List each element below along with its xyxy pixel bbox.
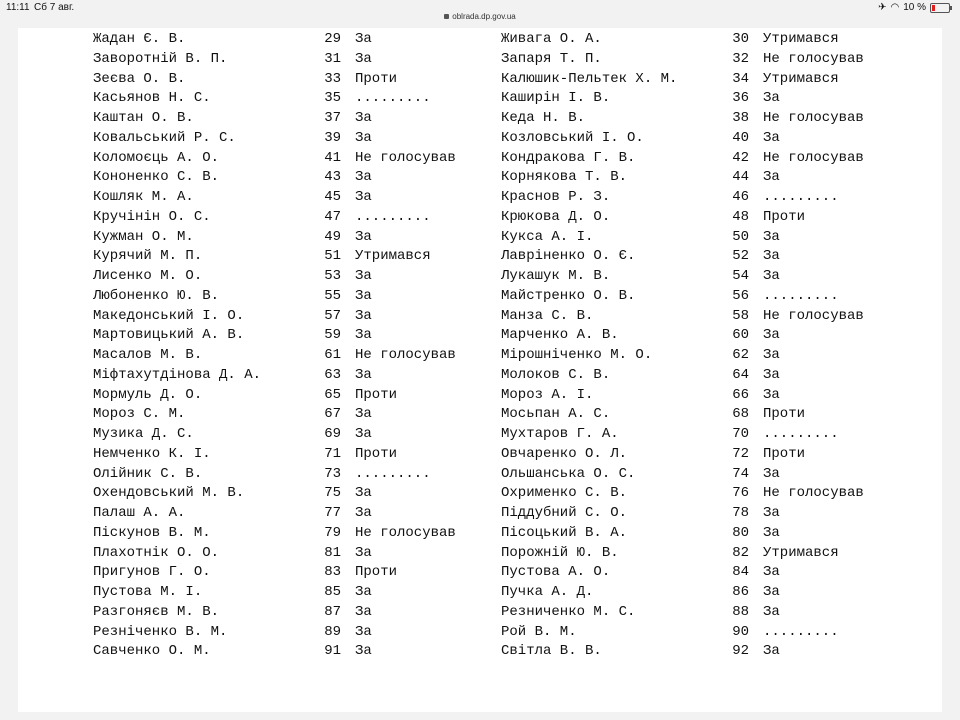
right-vote-column [501, 30, 921, 662]
vote-row [501, 386, 921, 406]
vote-row [93, 563, 513, 583]
deputy-number: 81 [324, 544, 341, 561]
deputy-number: 70 [732, 426, 749, 442]
deputy-number: 85 [324, 584, 341, 600]
vote-result: За [763, 643, 780, 660]
vote-result: ......... [763, 189, 839, 205]
deputy-name: Міфтахутдінова Д. А. [93, 366, 262, 383]
vote-result: ......... [355, 90, 431, 107]
deputy-name: Резніченко В. М. [93, 623, 228, 640]
deputy-number: 54 [732, 268, 749, 284]
vote-result: За [355, 426, 372, 442]
vote-row [93, 267, 513, 287]
vote-result: За [355, 505, 372, 521]
deputy-name: Плахотнік О. О. [93, 544, 220, 561]
vote-result: Не голосував [355, 524, 456, 541]
vote-row [501, 642, 921, 662]
deputy-name: Каштан О. В. [93, 110, 194, 126]
vote-row [93, 524, 513, 544]
vote-result: Не голосував [763, 307, 864, 324]
deputy-number: 69 [324, 426, 341, 442]
deputy-number: 90 [732, 623, 749, 640]
vote-row [501, 129, 921, 149]
vote-result: За [763, 327, 780, 344]
vote-result: ......... [355, 208, 431, 225]
url-text: oblrada.dp.gov.ua [452, 12, 516, 21]
deputy-name: Живага О. А. [501, 31, 602, 47]
vote-row [501, 405, 921, 425]
vote-result: За [763, 603, 780, 620]
deputy-number: 37 [324, 110, 341, 126]
deputy-name: Жадан Є. В. [93, 31, 186, 47]
vote-row [501, 188, 921, 208]
deputy-name: Ольшанська О. С. [501, 465, 636, 482]
vote-row [93, 504, 513, 524]
deputy-name: Ковальський Р. С. [93, 129, 236, 146]
deputy-name: Овчаренко О. Л. [501, 445, 628, 462]
deputy-name: Пісоцький В. А. [501, 524, 628, 541]
vote-row [501, 267, 921, 287]
status-time: 11:11 [6, 2, 30, 13]
vote-row [93, 287, 513, 307]
deputy-number: 51 [324, 248, 341, 265]
vote-row [93, 603, 513, 623]
deputy-name: Разгоняєв М. В. [93, 603, 220, 620]
deputy-number: 79 [324, 524, 341, 541]
vote-result: За [355, 169, 372, 186]
vote-row [93, 484, 513, 504]
deputy-name: Мухтаров Г. А. [501, 426, 619, 442]
vote-row [93, 109, 513, 129]
deputy-number: 71 [324, 445, 341, 462]
deputy-number: 82 [732, 544, 749, 561]
vote-result: За [355, 643, 372, 660]
deputy-name: Піддубний С. О. [501, 505, 628, 521]
deputy-name: Світла В. В. [501, 643, 602, 660]
deputy-number: 50 [732, 228, 749, 245]
deputy-name: Курячий М. П. [93, 248, 203, 265]
deputy-name: Лавріненко О. Є. [501, 248, 636, 265]
deputy-number: 84 [732, 564, 749, 581]
vote-row [93, 70, 513, 90]
vote-row [93, 346, 513, 366]
deputy-number: 46 [732, 189, 749, 205]
deputy-name: Мормуль Д. О. [93, 386, 203, 403]
vote-result: За [763, 347, 780, 363]
deputy-number: 49 [324, 228, 341, 245]
vote-row [501, 247, 921, 267]
vote-row [501, 326, 921, 346]
vote-result: Утримався [355, 248, 431, 265]
wifi-icon: ◠ [890, 2, 900, 13]
vote-row [501, 307, 921, 327]
vote-result: За [763, 524, 780, 541]
deputy-name: Молоков С. В. [501, 366, 611, 383]
deputy-name: Калюшик-Пельтек Х. М. [501, 70, 678, 87]
vote-result: За [355, 544, 372, 561]
vote-result: За [763, 268, 780, 284]
deputy-number: 32 [732, 50, 749, 67]
vote-row [501, 583, 921, 603]
vote-row [501, 109, 921, 129]
vote-row [501, 465, 921, 485]
deputy-number: 53 [324, 268, 341, 284]
deputy-name: Козловський І. О. [501, 129, 644, 146]
vote-row [501, 603, 921, 623]
deputy-number: 36 [732, 90, 749, 107]
deputy-name: Порожній Ю. В. [501, 544, 619, 561]
lock-icon [444, 14, 449, 19]
vote-result: За [763, 465, 780, 482]
deputy-number: 72 [732, 445, 749, 462]
vote-row [501, 524, 921, 544]
deputy-number: 41 [324, 149, 341, 166]
vote-row [501, 563, 921, 583]
deputy-number: 40 [732, 129, 749, 146]
deputy-name: Корнякова Т. В. [501, 169, 628, 186]
deputy-number: 73 [324, 465, 341, 482]
vote-result: За [355, 129, 372, 146]
vote-result: За [355, 366, 372, 383]
deputy-number: 35 [324, 90, 341, 107]
deputy-number: 77 [324, 505, 341, 521]
vote-result: За [763, 505, 780, 521]
vote-result: За [355, 50, 372, 67]
vote-result: За [355, 485, 372, 502]
deputy-name: Лисенко М. О. [93, 268, 203, 284]
deputy-number: 83 [324, 564, 341, 581]
vote-result: За [355, 327, 372, 344]
deputy-name: Зеєва О. В. [93, 70, 186, 87]
vote-row [501, 346, 921, 366]
deputy-number: 33 [324, 70, 341, 87]
vote-result: За [763, 129, 780, 146]
vote-result: За [355, 406, 372, 423]
address-bar[interactable] [0, 12, 960, 21]
vote-result: Не голосував [355, 149, 456, 166]
vote-row [501, 366, 921, 386]
deputy-number: 31 [324, 50, 341, 67]
vote-row [93, 168, 513, 188]
deputy-name: Палаш А. А. [93, 505, 186, 521]
vote-row [93, 386, 513, 406]
deputy-number: 75 [324, 485, 341, 502]
deputy-name: Пустова М. І. [93, 584, 203, 600]
vote-row [93, 188, 513, 208]
deputy-number: 52 [732, 248, 749, 265]
deputy-name: Коломоєць А. О. [93, 149, 220, 166]
vote-row [93, 465, 513, 485]
left-vote-column [93, 30, 513, 662]
deputy-name: Мосьпан А. С. [501, 406, 611, 423]
deputy-name: Немченко К. І. [93, 445, 211, 462]
deputy-number: 67 [324, 406, 341, 423]
deputy-name: Кручінін О. С. [93, 208, 211, 225]
deputy-number: 80 [732, 524, 749, 541]
vote-result: За [763, 90, 780, 107]
deputy-number: 88 [732, 603, 749, 620]
vote-row [93, 228, 513, 248]
document-page [18, 28, 942, 712]
vote-result: За [355, 307, 372, 324]
deputy-number: 91 [324, 643, 341, 660]
vote-result: За [763, 366, 780, 383]
vote-result: За [355, 584, 372, 600]
battery-percent: 10 % [903, 2, 926, 13]
deputy-number: 38 [732, 110, 749, 126]
vote-result: Утримався [763, 31, 839, 47]
vote-row [93, 405, 513, 425]
vote-row [93, 642, 513, 662]
vote-row [93, 623, 513, 643]
deputy-name: Охендовський М. В. [93, 485, 245, 502]
vote-row [501, 228, 921, 248]
deputy-name: Мірошніченко М. О. [501, 347, 653, 363]
deputy-number: 34 [732, 70, 749, 87]
vote-result: За [763, 169, 780, 186]
airplane-icon: ✈ [878, 2, 887, 13]
deputy-name: Кошляк М. А. [93, 189, 194, 205]
deputy-name: Піскунов В. М. [93, 524, 211, 541]
deputy-number: 64 [732, 366, 749, 383]
deputy-name: Каширін І. В. [501, 90, 611, 107]
deputy-number: 78 [732, 505, 749, 521]
vote-result: ......... [763, 426, 839, 442]
vote-result: Проти [763, 208, 806, 225]
vote-row [93, 50, 513, 70]
deputy-name: Марченко А. В. [501, 327, 619, 344]
vote-row [501, 287, 921, 307]
deputy-name: Запаря Т. П. [501, 50, 602, 67]
vote-result: Не голосував [763, 50, 864, 67]
vote-row [93, 208, 513, 228]
deputy-name: Майстренко О. В. [501, 287, 636, 304]
vote-row [501, 544, 921, 564]
vote-result: Не голосував [763, 149, 864, 166]
vote-row [93, 129, 513, 149]
deputy-name: Кеда Н. В. [501, 110, 586, 126]
vote-result: Проти [763, 445, 806, 462]
vote-row [501, 425, 921, 445]
deputy-name: Музика Д. С. [93, 426, 194, 442]
vote-result: За [355, 189, 372, 205]
deputy-number: 89 [324, 623, 341, 640]
deputy-name: Манза С. В. [501, 307, 594, 324]
deputy-name: Резниченко М. С. [501, 603, 636, 620]
vote-row [501, 50, 921, 70]
deputy-number: 62 [732, 347, 749, 363]
deputy-name: Масалов М. В. [93, 347, 203, 363]
deputy-number: 63 [324, 366, 341, 383]
vote-row [501, 208, 921, 228]
vote-result: ......... [355, 465, 431, 482]
deputy-number: 42 [732, 149, 749, 166]
deputy-number: 76 [732, 485, 749, 502]
deputy-number: 29 [324, 31, 341, 47]
deputy-name: Охрименко С. В. [501, 485, 628, 502]
deputy-number: 74 [732, 465, 749, 482]
vote-result: За [763, 248, 780, 265]
vote-row [93, 425, 513, 445]
vote-result: За [763, 228, 780, 245]
status-date: Сб 7 авг. [34, 2, 75, 13]
vote-row [93, 445, 513, 465]
vote-row [93, 326, 513, 346]
vote-result: Утримався [763, 544, 839, 561]
vote-row [501, 168, 921, 188]
deputy-number: 66 [732, 386, 749, 403]
deputy-name: Лукашук М. В. [501, 268, 611, 284]
vote-row [93, 30, 513, 50]
vote-row [501, 89, 921, 109]
deputy-name: Пустова А. О. [501, 564, 611, 581]
vote-result: Проти [355, 386, 398, 403]
vote-row [501, 30, 921, 50]
vote-row [501, 484, 921, 504]
deputy-name: Крюкова Д. О. [501, 208, 611, 225]
deputy-number: 60 [732, 327, 749, 344]
vote-result: ......... [763, 287, 839, 304]
deputy-number: 61 [324, 347, 341, 363]
vote-result: За [763, 386, 780, 403]
vote-result: За [763, 564, 780, 581]
deputy-name: Рой В. М. [501, 623, 577, 640]
deputy-name: Мартовицький А. В. [93, 327, 245, 344]
deputy-name: Кукса А. І. [501, 228, 594, 245]
vote-result: За [355, 228, 372, 245]
deputy-number: 65 [324, 386, 341, 403]
vote-result: Утримався [763, 70, 839, 87]
vote-row [501, 149, 921, 169]
deputy-name: Заворотній В. П. [93, 50, 228, 67]
vote-result: За [355, 623, 372, 640]
deputy-name: Любоненко Ю. В. [93, 287, 220, 304]
deputy-number: 86 [732, 584, 749, 600]
deputy-number: 39 [324, 129, 341, 146]
vote-row [93, 89, 513, 109]
deputy-number: 30 [732, 31, 749, 47]
deputy-number: 57 [324, 307, 341, 324]
deputy-name: Македонський І. О. [93, 307, 245, 324]
deputy-number: 68 [732, 406, 749, 423]
vote-result: Не голосував [355, 347, 456, 363]
deputy-name: Кужман О. М. [93, 228, 194, 245]
vote-result: За [763, 584, 780, 600]
vote-row [93, 366, 513, 386]
vote-result: За [355, 287, 372, 304]
deputy-name: Пучка А. Д. [501, 584, 594, 600]
vote-result: Проти [355, 445, 398, 462]
deputy-number: 56 [732, 287, 749, 304]
deputy-number: 45 [324, 189, 341, 205]
vote-row [501, 70, 921, 90]
vote-result: Не голосував [763, 485, 864, 502]
vote-result: За [355, 268, 372, 284]
deputy-number: 87 [324, 603, 341, 620]
deputy-name: Кондракова Г. В. [501, 149, 636, 166]
deputy-name: Касьянов Н. С. [93, 90, 211, 107]
deputy-name: Савченко О. М. [93, 643, 211, 660]
vote-row [93, 307, 513, 327]
deputy-name: Мороз С. М. [93, 406, 186, 423]
deputy-name: Мороз А. І. [501, 386, 594, 403]
vote-row [501, 445, 921, 465]
deputy-name: Кононенко С. В. [93, 169, 220, 186]
deputy-number: 44 [732, 169, 749, 186]
vote-result: Проти [355, 564, 398, 581]
deputy-number: 92 [732, 643, 749, 660]
vote-row [93, 583, 513, 603]
vote-result: За [355, 31, 372, 47]
vote-row [93, 149, 513, 169]
vote-row [501, 623, 921, 643]
deputy-number: 47 [324, 208, 341, 225]
vote-row [93, 544, 513, 564]
deputy-number: 58 [732, 307, 749, 324]
vote-result: Проти [763, 406, 806, 423]
vote-result: За [355, 110, 372, 126]
vote-result: Не голосував [763, 110, 864, 126]
vote-result: За [355, 603, 372, 620]
deputy-number: 43 [324, 169, 341, 186]
deputy-number: 55 [324, 287, 341, 304]
vote-row [93, 247, 513, 267]
deputy-name: Пригунов Г. О. [93, 564, 211, 581]
battery-icon [930, 3, 950, 13]
deputy-number: 59 [324, 327, 341, 344]
vote-result: Проти [355, 70, 398, 87]
deputy-name: Олійник С. В. [93, 465, 203, 482]
vote-row [501, 504, 921, 524]
deputy-name: Краснов Р. З. [501, 189, 611, 205]
vote-result: ......... [763, 623, 839, 640]
deputy-number: 48 [732, 208, 749, 225]
